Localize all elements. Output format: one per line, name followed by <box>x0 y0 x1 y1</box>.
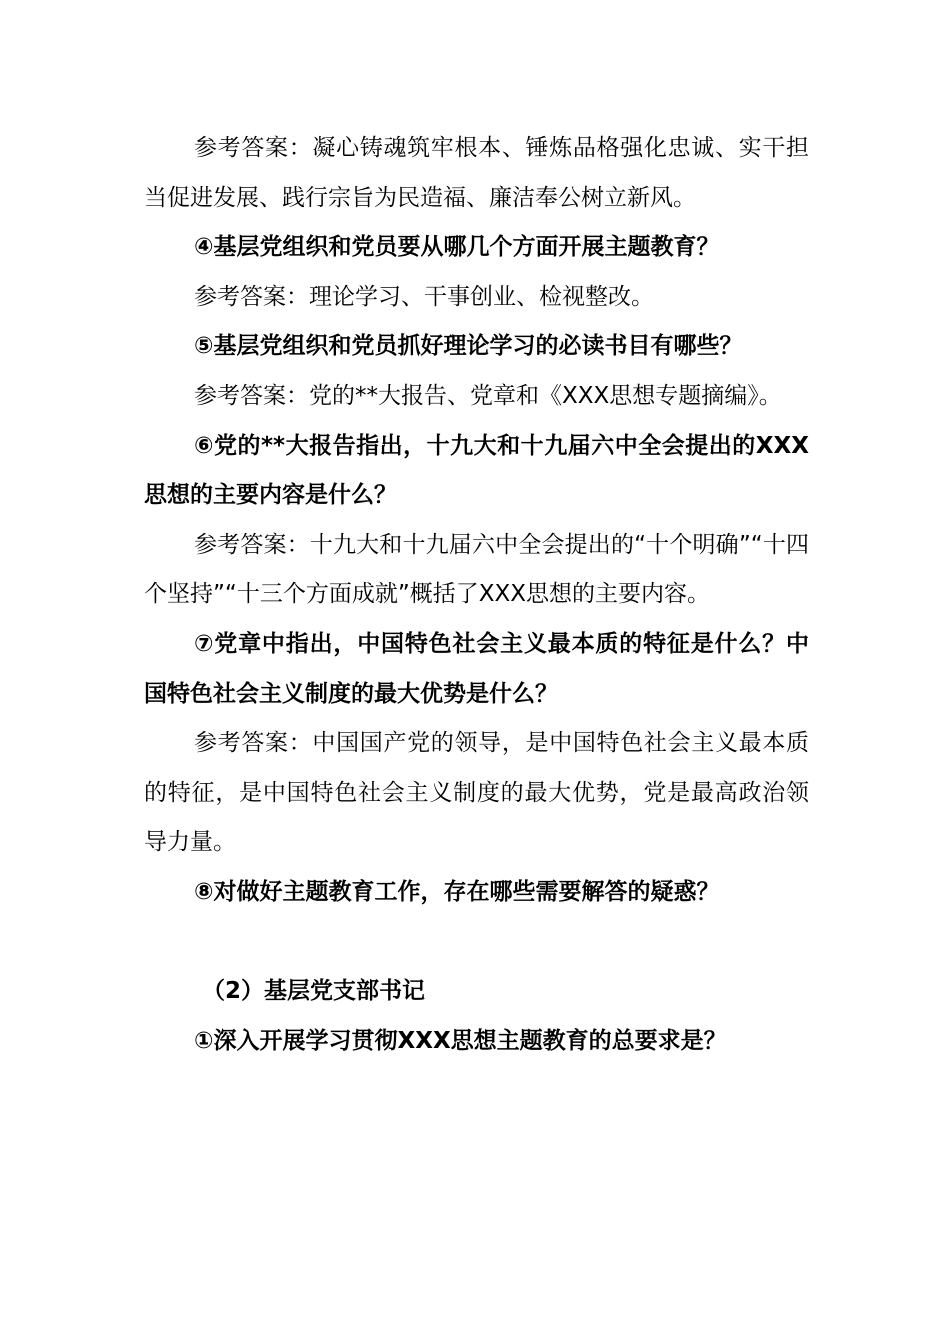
document-body <box>144 124 809 1066</box>
question-paragraph: ⑤基层党组织和党员抓好理论学习的必读书目有哪些？ <box>194 333 743 360</box>
section-question: ①深入开展学习贯彻XXX思想主题教育的总要求是？ <box>194 1027 727 1054</box>
question-paragraph: ⑧对做好主题教育工作，存在哪些需要解答的疑惑？ <box>194 878 720 905</box>
answer-paragraph: 参考答案：十九大和十九届六中全会提出的“十个明确”“十四个坚持”“十三个方面成就”概括了XXX思想的主要内容。 <box>144 531 809 608</box>
question-paragraph: ⑦党章中指出，中国特色社会主义最本质的特征是什么？中国特色社会主义制度的最大优势是什么？ <box>144 630 809 707</box>
answer-paragraph: 参考答案：党的**大报告、党章和《XXX思想专题摘编》。 <box>194 382 782 409</box>
question-paragraph: ⑥党的**大报告指出，十九大和十九届六中全会提出的XXX思想的主要内容是什么？ <box>144 432 809 509</box>
section-heading: （2）基层党支部书记 <box>202 978 426 1005</box>
question-paragraph: ④基层党组织和党员要从哪几个方面开展主题教育？ <box>194 234 720 261</box>
blank-line <box>144 918 809 968</box>
answer-paragraph: 参考答案：凝心铸魂筑牢根本、锤炼品格强化忠诚、实干担当促进发展、践行宗旨为民造福、廉洁奉公树立新风。 <box>144 135 809 211</box>
answer-paragraph: 参考答案：中国国产党的领导，是中国特色社会主义最本质的特征，是中国特色社会主义制度的最大优势，党是最高政治领导力量。 <box>144 730 809 856</box>
answer-paragraph: 参考答案：理论学习、干事创业、检视整改。 <box>194 283 654 310</box>
